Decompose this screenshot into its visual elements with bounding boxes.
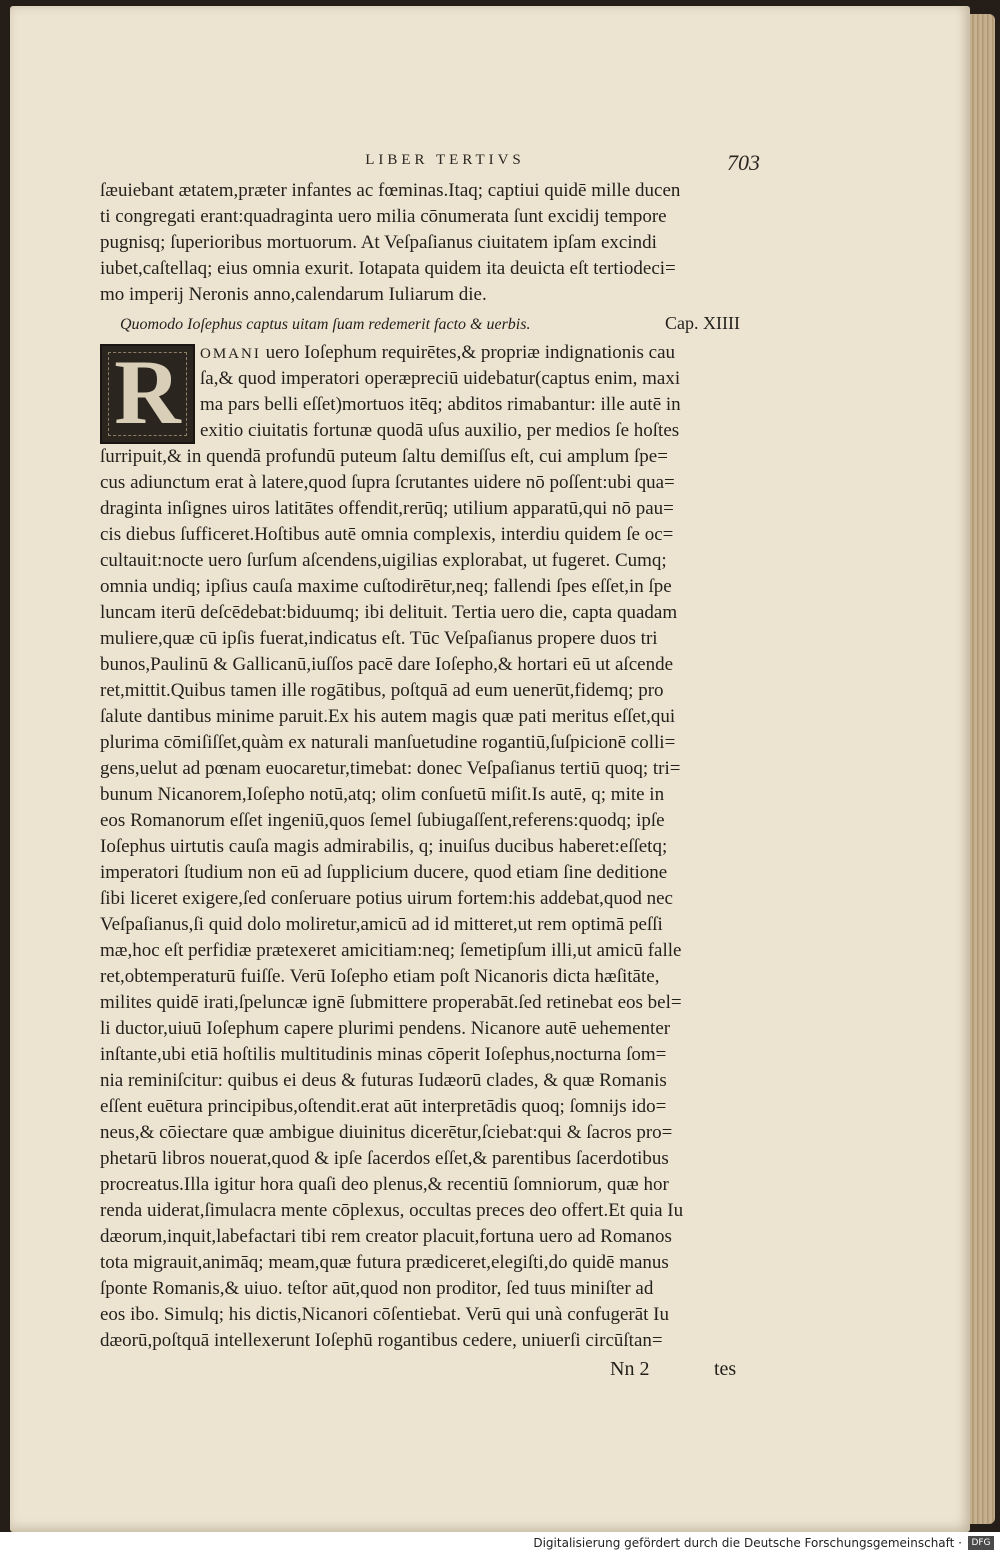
text-line: omnia undiq; ipſius cauſa maxime cuſtodirētur,neq; fallendi ſpes eſſet,in ſpe <box>100 576 672 597</box>
initial-letter: R <box>114 341 181 443</box>
text-line: draginta inſignes uiros latitātes offendit,rerūq; utilium apparatū,qui nō pau= <box>100 498 674 519</box>
text-line: gens,uelut ad pœnam euocaretur,timebat: donec Veſpaſianus tertiū quoq; tri= <box>100 758 681 779</box>
signature-line <box>100 1354 760 1384</box>
text-line: pugnisq; ſuperioribus mortuorum. At Veſpaſianus ciuitatem ipſam excindi <box>100 232 657 253</box>
text-line: luncam iterū deſcēdebat:biduumq; ibi delituit. Tertia uero die, capta quadam <box>100 602 678 623</box>
text-line: neus,& cōiectare quæ ambigue diuinitus dicerētur,ſciebat:qui & ſacros pro= <box>100 1122 673 1143</box>
text-line: dæorum,inquit,labefactari tibi rem creator placuit,fortuna uero ad Romanos <box>100 1226 672 1247</box>
signature-mark: Nn 2 <box>610 1358 650 1380</box>
chapter-number: Cap. XIIII <box>665 313 740 333</box>
text-line: ma pars belli eſſet)mortuos itēq; abditos rimabantur: ille autē in <box>200 394 681 415</box>
text-line: inſtante,ubi etiā hoſtilis multitudinis minas cōperit Ioſephus,nocturna ſom= <box>100 1044 667 1065</box>
text-line: renda uiderat,ſimulacra mente cōplexus, occultas preces deo offert.Et quia Iu <box>100 1200 684 1221</box>
footer-bar <box>0 1532 1000 1555</box>
page-number: 703 <box>727 150 760 175</box>
text-line: bunum Nicanorem,Ioſepho notū,atq; olim conſuetū miſit.Is autē, q; mite in <box>100 784 665 805</box>
chapter-heading <box>100 308 760 340</box>
text-line: ſalute dantibus minime paruit.Ex his autem magis quæ pati meritus eſſet,qui <box>100 706 676 727</box>
text-line: li ductor,uiuū Ioſephum capere plurimi pendens. Nicanore autē uehementer <box>100 1018 671 1039</box>
text-line: cis diebus ſufficeret.Hoſtibus autē omnia complexis, interdiu quidem ſe oc= <box>100 524 674 545</box>
text-line: ſibi liceret exigere,ſed conſeruare potius uirum fortem:his addebat,quod nec <box>100 888 673 909</box>
text-line: ret,mittit.Quibus tamen ille rogātibus, poſtquā ad eum uenerūt,fidemq; pro <box>100 680 664 701</box>
text-line: ſæuiebant ætatem,præter infantes ac fœminas.Itaq; captiui quidē mille ducen <box>100 180 681 201</box>
text-line <box>100 340 760 366</box>
text-line: cultauit:nocte uero ſurſum aſcendens,uigilias explorabat, ut fugeret. Cumq; <box>100 550 667 571</box>
text-line: muliere,quæ cū ipſis fuerat,indicatus eſt. Tūc Veſpaſianus propere duos tri <box>100 628 658 649</box>
text-line: imperatori ſtudium non eū ad ſupplicium ducere, quod etiam ſine deditione <box>100 862 668 883</box>
line-text: uero Ioſephum requirētes,& propriæ indignationis cau <box>260 342 676 363</box>
text-line: eſſent euētura principibus,oſtendit.erat aūt interpretādis quoq; ſomnijs ido= <box>100 1096 667 1117</box>
dfg-logo: DFG <box>968 1536 994 1550</box>
text-line: ret,obtemperaturū fuiſſe. Verū Ioſepho etiam poſt Nicanoris dicta hæſitāte, <box>100 966 660 987</box>
text-line: exitio ciuitatis fortunæ quodā uſus auxilio, per medios ſe hoſtes <box>200 420 680 441</box>
chapter-title: Quomodo Ioſephus captus uitam ſuam redemerit facto & uerbis. <box>120 316 531 333</box>
decorated-initial <box>100 341 195 444</box>
text-line: nia reminiſcitur: quibus ei deus & futuras Iudæorū clades, & quæ Romanis <box>100 1070 667 1091</box>
chapter-body <box>100 340 760 1354</box>
text-line: ſa,& quod imperatori operæpreciū uidebatur(captus enim, maxi <box>200 368 681 389</box>
text-block <box>100 178 760 1384</box>
text-line: Ioſephus uirtutis cauſa magis admirabilis, q; inuiſus ducibus haberet:eſſetq; <box>100 836 668 857</box>
catchword: tes <box>714 1358 737 1380</box>
text-line: eos Romanorum eſſet ingeniū,quos ſemel ſubiugaſſent,referens:quodq; ipſe <box>100 810 665 831</box>
text-line: phetarū libros nouerat,quod & ipſe ſacerdos eſſet,& parentibus ſacerdotibus <box>100 1148 669 1169</box>
text-line: cus adiunctum erat à latere,quod ſupra ſcrutantes uidere nō poſſent:ubi qua= <box>100 472 675 493</box>
text-line: dæorū,poſtquā intellexerunt Ioſephū rogantibus cedere, uniuerſi circūſtan= <box>100 1330 663 1351</box>
text-line: eos ibo. Simulq; his dictis,Nicanori cōſentiebat. Verū qui unà confugerāt Iu <box>100 1304 669 1325</box>
text-line: procreatus.Illa igitur hora quaſi deo plenus,& recentiū ſomniorum, quæ hor <box>100 1174 669 1195</box>
funding-credit: Digitalisierung gefördert durch die Deutsche Forschungsgemeinschaft · <box>533 1536 962 1550</box>
text-line: mo imperij Neronis anno,calendarum Iuliarum die. <box>100 284 487 305</box>
text-line: plurima cōmiſiſſet,quàm ex naturali manſuetudine rogantiū,ſuſpicionē colli= <box>100 732 676 753</box>
text-line: ſponte Romanis,& uiuo. teſtor aūt,quod non proditor, ſed tuus miniſter ad <box>100 1278 654 1299</box>
text-line: tota migrauit,animāq; meam,quæ futura prædiceret,elegiſti,do quidē manus <box>100 1252 669 1273</box>
text-line: ſurripuit,& in quendā profundū puteum ſaltu demiſſus eſt, cui amplum ſpe= <box>100 446 668 467</box>
top-paragraph <box>100 178 760 308</box>
page-header <box>100 150 760 180</box>
text-line: mæ,hoc eſt perfidiæ prætexeret amicitiam:neq; ſemetipſum illi,ut amicū falle <box>100 940 682 961</box>
text-line: milites quidē irati,ſpeluncæ ignē ſubmittere properabāt.ſed retinebat eos bel= <box>100 992 682 1013</box>
text-line: ti congregati erant:quadraginta uero milia cōnumerata ſunt excidij tempore <box>100 206 667 227</box>
text-line: Veſpaſianus,ſi quid dolo moliretur,amicū ad id mitteret,ut rem optimā peſſi <box>100 914 663 935</box>
text-line: bunos,Paulinū & Gallicanū,iuſſos pacē dare Ioſepho,& hortari eū ut aſcende <box>100 654 673 675</box>
opening-smallcaps: OMANI <box>200 346 261 362</box>
text-line: iubet,caſtellaq; eius omnia exurit. Iotapata quidem ita deuicta eſt tertiodeci= <box>100 258 676 279</box>
running-head: LIBER TERTIVS <box>365 152 525 168</box>
